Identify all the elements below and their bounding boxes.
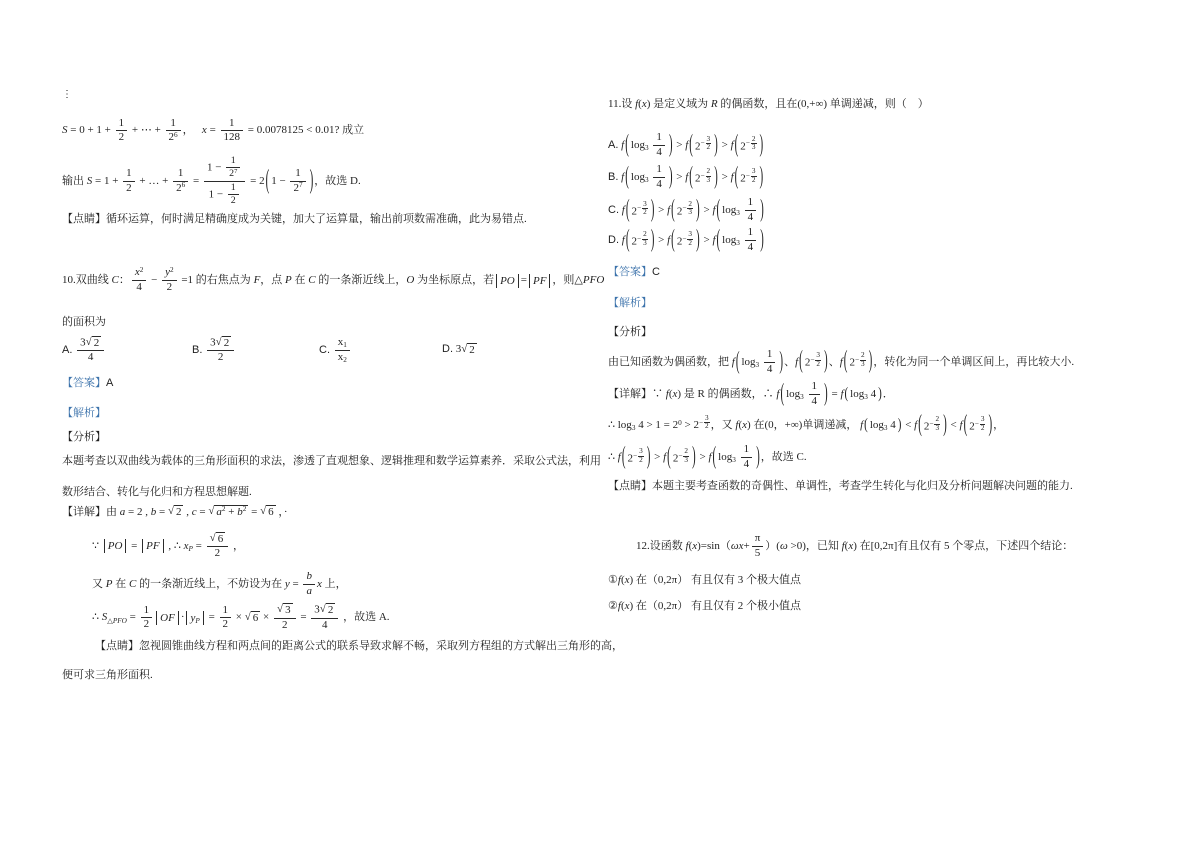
q11-option-b: B. f ( log3 $\frac{1}{4}$ ) > f ( 2− $\frac{2}{3}$ ) > f ( 2− $\frac{3}{2}$ ) (608, 162, 764, 191)
detail-q11-line2: ∴ log3 4 > 1 = 20 > 2− $\frac{3}{2}$ ，又 f(x) 在(0，+∞)单调递减， f ( log3 4 ) < f ( 2− $\frac{2}{3}$ ) < f ( 2− $\frac{3}{2}$ ) ， (608, 411, 1005, 438)
radical-sign: √ (244, 610, 251, 623)
radical-sign: √ (209, 531, 216, 544)
analysis-q11: 由已知函数为偶函数，把 f ( log3 $\frac{1}{4}$ ) 、f ( 2− $\frac{3}{2}$ ) 、f ( 2− $\frac{2}{3}$ ) ，转化为同一个单调区间上，再比较大小. (608, 347, 1075, 375)
answer-q10: 【答案】A (62, 377, 114, 389)
option-d: D. 3 √ 2 (442, 342, 475, 356)
analysis-q10-line2: 数形结合、转化与化归和方程思想解题. (62, 485, 252, 498)
radical-sign: √ (215, 335, 222, 348)
q12-conclusion-2: ②f(x) 在（0,2π） 有且仅有 2 个极小值点 (608, 600, 801, 613)
note-dianjing-q9: 【点睛】循环运算，何时满足精确度成为关键，加大了运算量，输出前项数需准确，此为易错点. (62, 212, 527, 225)
radical-sign: √ (319, 603, 326, 616)
continuation-dots: ⋮ (62, 89, 72, 100)
option-b: B. 3 √ 2 2 (192, 336, 319, 365)
note-dianjing-q11: 【点睛】本题主要考查函数的奇偶性、单调性，考查学生转化与化归及分析问题解决问题的能力. (608, 479, 1073, 492)
question-10-options (62, 336, 607, 365)
detail-q11-line3: ∴ f ( 2− $\frac{3}{2}$ ) > f ( 2− $\frac{2}{3}$ ) > f ( log3 $\frac{1}{4}$ ) ，故选 C. (608, 442, 807, 471)
formula-s-sum: S = 0 + 1 + $\frac{1}{2}$ + ⋯ + $\frac{1}{26}$ ， x = $\frac{1}{128}$ = 0.0078125 < 0.01? 成立 (62, 116, 365, 144)
jiexi-q10: 【解析】 (62, 406, 106, 419)
q11-option-c: C. f ( 2− $\frac{3}{2}$ ) > f ( 2− $\frac{2}{3}$ ) > f ( log3 $\frac{1}{4}$ ) (608, 195, 764, 223)
fenxi-q10: 【分析】 (62, 430, 106, 443)
question-12-stem: 12.设函数 f(x)=sin（ωx+ $\frac{\pi}{5}$ ）(ω >0)，已知 f(x) 在[0,2π]有且仅有 5 个零点，下述四个结论： (636, 531, 1074, 559)
note-dianjing-q10-line1: 【点睛】忽视圆锥曲线方程和两点间的距离公式的联系导致求解不畅，采取列方程组的方式解出三角形的高， (95, 640, 623, 653)
question-10-stem: 10.双曲线 C： $\frac{x2}{4}$ − $\frac{y2}{2}$ =1 的右焦点为 F，点 P 在 C 的一条渐近线上，O 为坐标原点，若 PO = PF ，则△PFO (62, 265, 605, 294)
q12-conclusion-1: ①f(x) 在（0,2π） 有且仅有 3 个极大值点 (608, 574, 801, 587)
left-column (62, 0, 623, 684)
question-11-stem: 11.设 f(x) 是定义域为 R 的偶函数，且在(0,+∞) 单调递减，则（ ） (608, 98, 929, 110)
fenxi-q11: 【分析】 (608, 325, 652, 338)
detail-q11-line1: 【详解】∵ f(x) 是 R 的偶函数，∴ f ( log3 $\frac{1}{4}$ ) = f ( log3 4 ) ． (608, 379, 894, 408)
radical-sign: √ (208, 505, 215, 518)
q11-option-a: A. f ( log3 $\frac{1}{4}$ ) > f ( 2− $\frac{3}{2}$ ) > f ( 2− $\frac{2}{3}$ ) (608, 130, 764, 158)
detail-q10-line2: ∵ PO = PF , ∴ xP = √ 6 2 ， (92, 531, 244, 559)
detail-q10-line3: 又 P 在 C 的一条渐近线上，不妨设为在 y = $\frac{b}{a}$ x 上， (92, 569, 347, 597)
radical-sign: √ (167, 505, 174, 518)
answer-q11: 【答案】C (608, 265, 660, 278)
radical-sign: √ (260, 505, 267, 518)
note-dianjing-q10-line2: 便可求三角形面积. (62, 669, 153, 682)
right-column (608, 0, 1168, 615)
radical-sign: √ (277, 603, 284, 616)
radical-sign: √ (85, 335, 92, 348)
radical-sign: √ (461, 342, 468, 355)
jiexi-q11: 【解析】 (608, 296, 652, 309)
formula-output-s: 输出 S = 1 + $\frac{1}{2}$ + … + $\frac{1}{26}$ = 1 − $\frac{1}{27}$ 1 − $\frac{1}{2}$ = 2 ( 1 − $\frac{1}{27}$ ) ，故选 D. (62, 155, 361, 207)
q11-option-d: D. f ( 2− $\frac{2}{3}$ ) > f ( 2− $\frac{3}{2}$ ) > f ( log3 $\frac{1}{4}$ ) (608, 225, 764, 254)
question-10-stem-2: 的面积为 (62, 315, 106, 328)
option-c: C. $\frac{x1}{x2}$ (319, 336, 442, 365)
option-a: A. 3 √ 2 4 (62, 336, 192, 365)
analysis-q10-line1: 本题考查以双曲线为载体的三角形面积的求法，渗透了直观想象、逻辑推理和数学运算素养．采取公式法，利用 (62, 454, 601, 467)
detail-q10-line4: ∴ S△PFO = $\frac{1}{2}$ OF · yP = $\frac{1}{2}$ × √ 6 × √ 3 2 = 3 √ 2 4 ，故选 A. (92, 603, 390, 631)
detail-q10-line1: 【详解】由 a = 2 , b = √ 2 , c = √ a2 + b2 = √ 6 ，· (62, 505, 288, 519)
